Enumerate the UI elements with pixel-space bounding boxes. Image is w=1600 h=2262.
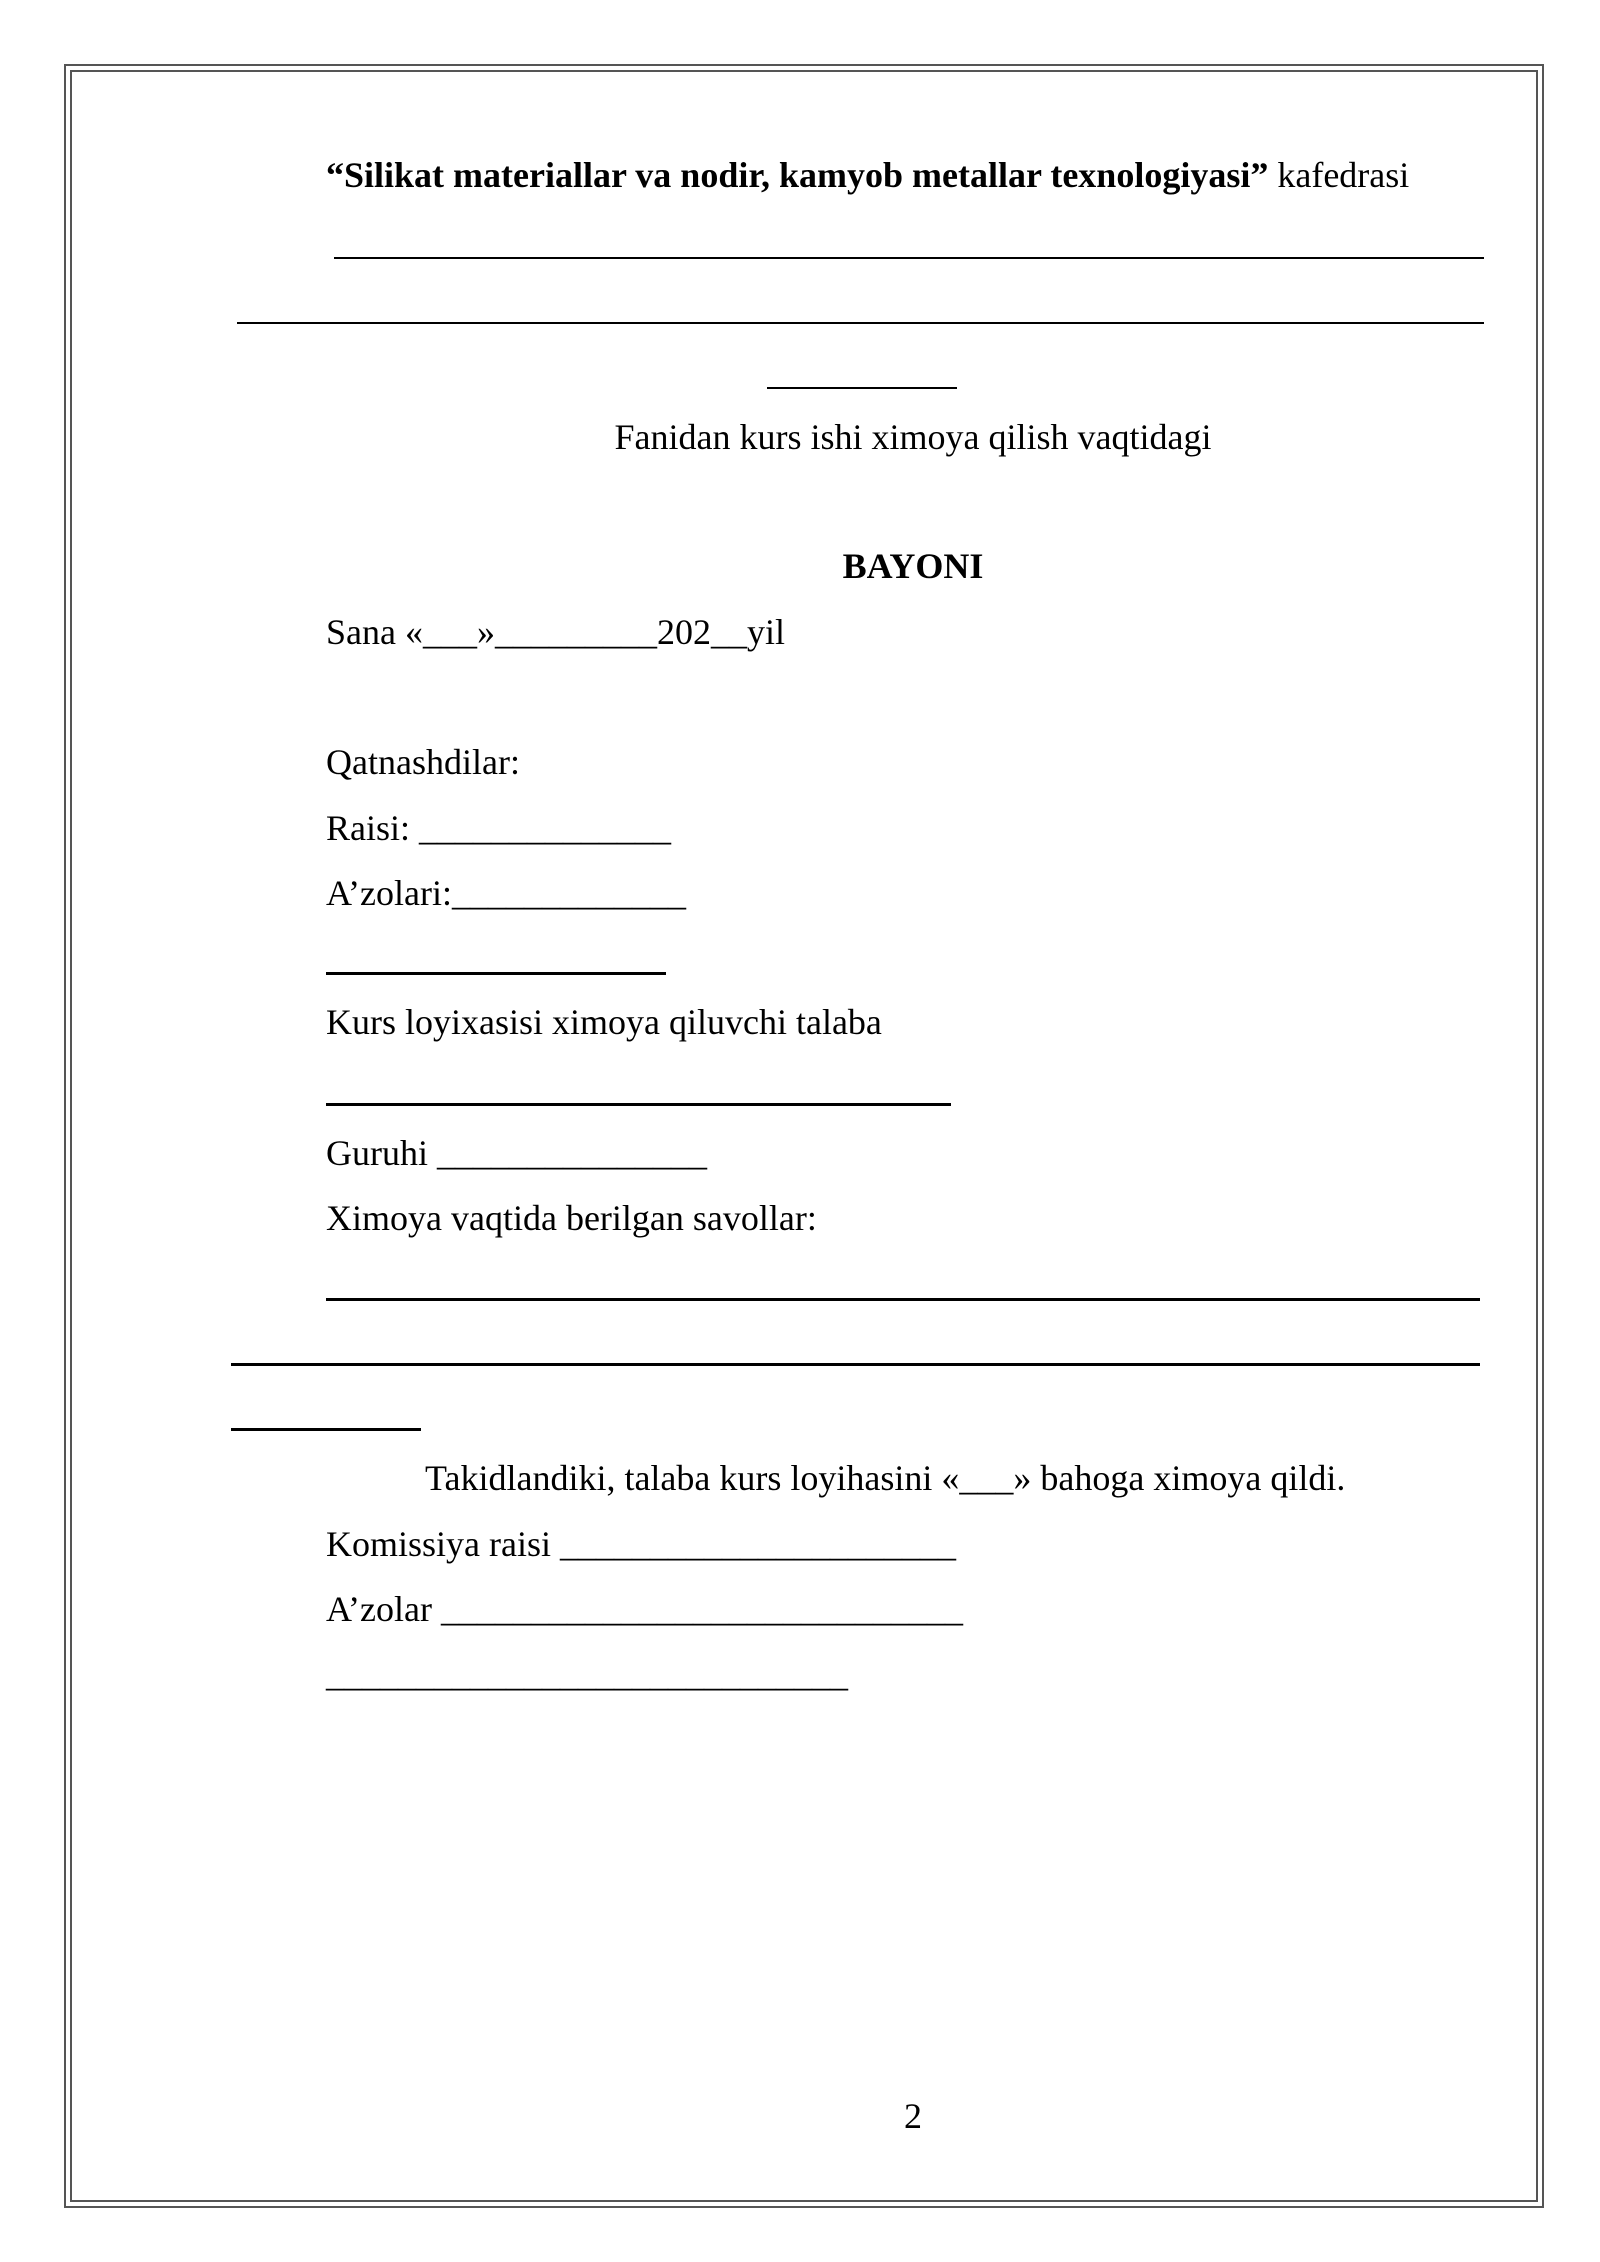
questions-label: Ximoya vaqtida berilgan savollar: — [326, 1198, 817, 1238]
page-number: 2 — [904, 2096, 922, 2136]
chair-line: Raisi: ______________ — [326, 808, 672, 848]
blank-line-2 — [237, 322, 1484, 324]
department-header — [326, 153, 1409, 197]
members-sign-line: A’zolar _____________________________ — [326, 1589, 963, 1629]
members-blank-line — [326, 972, 666, 975]
questions-line-2 — [231, 1363, 1480, 1366]
group-line: Guruhi _______________ — [326, 1133, 707, 1173]
extra-sign-line: _____________________________ — [326, 1654, 848, 1694]
blank-line-1 — [334, 257, 1484, 259]
department-suffix: kafedrasi — [1268, 155, 1410, 195]
page-border-inner — [70, 70, 1538, 2202]
conclusion-line: Takidlandiki, talaba kurs loyihasini «___» bahoga ximoya qildi. — [425, 1458, 1346, 1498]
blank-line-3 — [767, 387, 957, 389]
members-line: A’zolari:_____________ — [326, 873, 686, 913]
department-name: “Silikat materiallar va nodir, kamyob metallar texnologiyasi” — [326, 155, 1269, 195]
commission-chair-line: Komissiya raisi ______________________ — [326, 1524, 956, 1564]
date-line: Sana «___»_________202__yil — [326, 612, 785, 652]
document-title: BAYONI — [842, 546, 984, 586]
student-label: Kurs loyixasisi ximoya qiluvchi talaba — [326, 1002, 882, 1042]
participants-label: Qatnashdilar: — [326, 742, 520, 782]
questions-line-3 — [231, 1428, 421, 1431]
subject-line: Fanidan kurs ishi ximoya qilish vaqtidagi — [614, 417, 1212, 457]
questions-line-1 — [326, 1298, 1480, 1301]
student-name-line — [326, 1103, 951, 1106]
